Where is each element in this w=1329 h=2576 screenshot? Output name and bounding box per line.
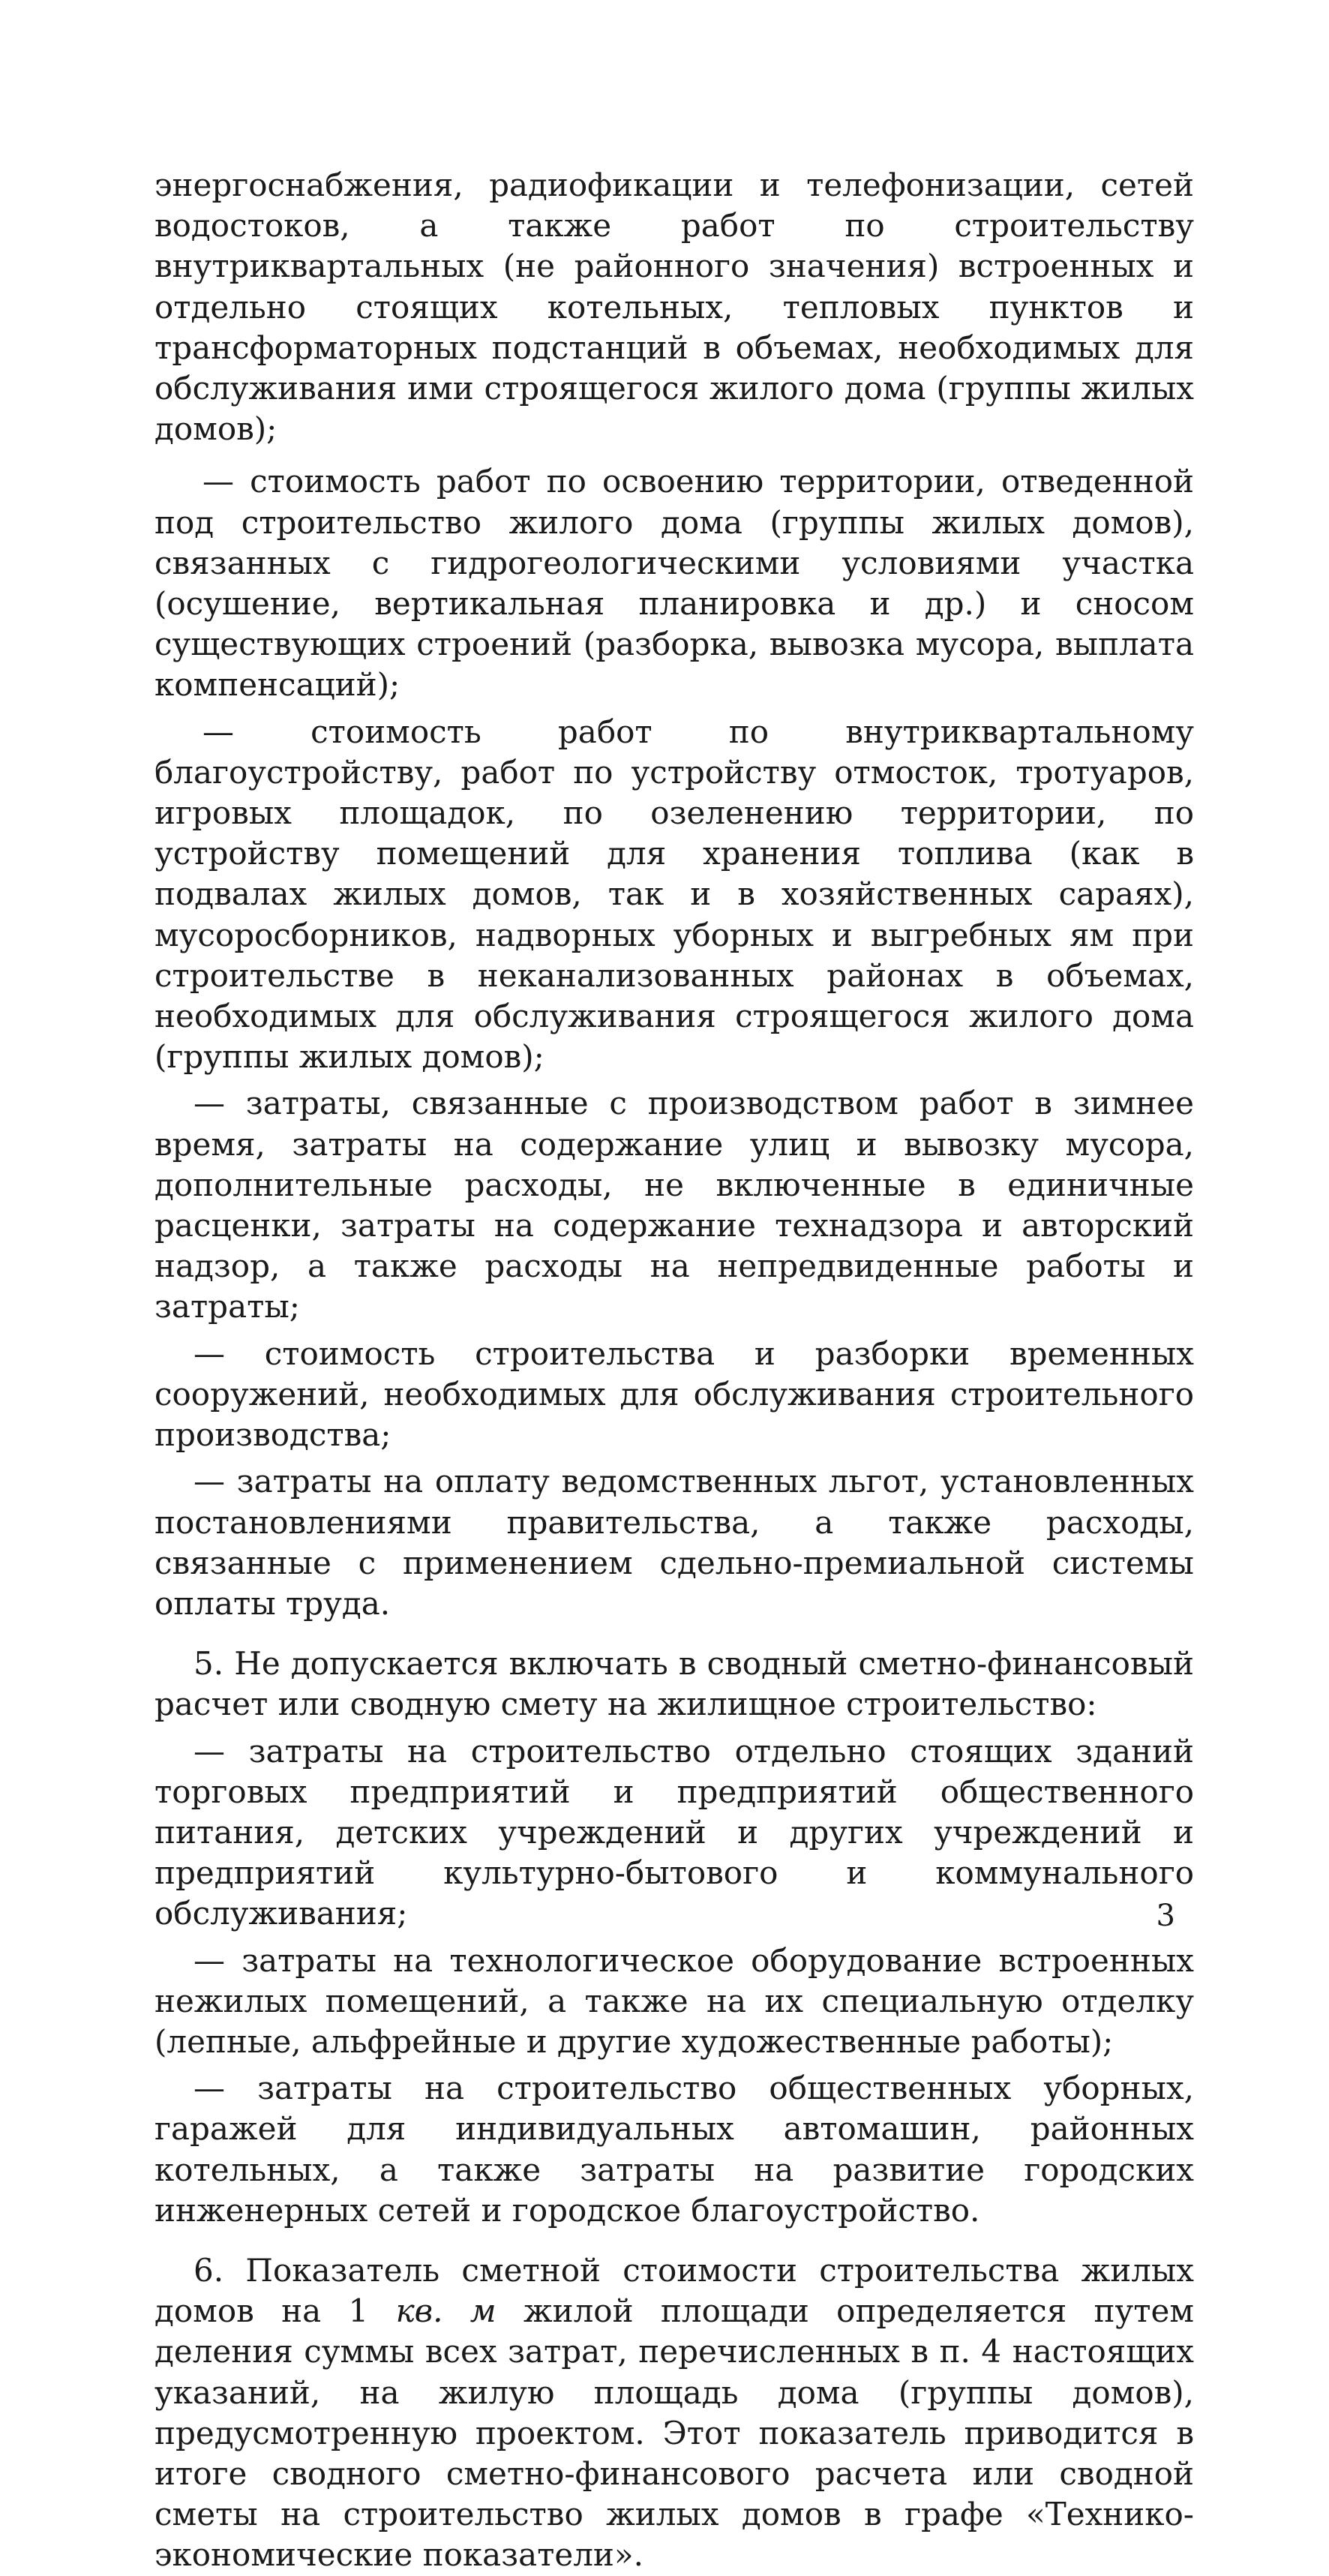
paragraph-6-part-2: жилой площади определяется путем деления суммы всех затрат, перечисленных в п. 4 настоящих указаний, на жилую площадь дома (группы домов), предусмотренную проектом. Этот показатель приводится в итоге сводного сметно-финансового расчета или сводной сметы на строительство жилых домов в графе «Технико-экономические показатели». — [154, 2292, 1194, 2574]
list-item-public-toilets: — затраты на строительство общественных уборных, гаражей для индивидуальных автомашин, районных котельных, а также затраты на развитие городских инженерных сетей и городское благоустройство. — [154, 2070, 1194, 2229]
list-item-territory-development: — стоимость работ по освоению территории, отведенной под строительство жилого дома (группы жилых домов), связанных с гидрогеологическими условиями участка (осушение, вертикальная планировка и др.) и сносом существующих строений (разборка, вывозка мусора, выплата компенсаций); — [154, 463, 1194, 704]
paragraph-continuation: энергоснабжения, радиофикации и телефонизации, сетей водостоков, а также работ по строительству внутриквартальных (не районного значения) встроенных и отдельно стоящих котельных, тепловых пунктов и трансформаторных подстанций в объемах, необходимых для обслуживания ими строящегося жилого дома (группы жилых домов); — [154, 167, 1194, 448]
list-item-winter-costs: — затраты, связанные с производством работ в зимнее время, затраты на содержание улиц и вывозку мусора, дополнительные расходы, не включенные в единичные расценки, затраты на содержание технадзора и авторский надзор, а также расходы на непредвиденные работы и затраты; — [154, 1085, 1194, 1326]
list-item-temporary-structures: — стоимость строительства и разборки временных сооружений, необходимых для обслуживания строительного производства; — [154, 1335, 1194, 1454]
page-number: 3 — [1156, 1899, 1175, 1933]
page-body — [154, 165, 1194, 2576]
list-item-departmental-benefits: — затраты на оплату ведомственных льгот, установленных постановлениями правительства, а также расходы, связанные с применением сдельно-премиальной системы оплаты труда. — [154, 1463, 1194, 1622]
paragraph-5-heading: 5. Не допускается включать в сводный сметно-финансовый расчет или сводную смету на жилищное строительство: — [154, 1645, 1194, 1723]
paragraph-6-unit: кв. м — [395, 2292, 496, 2330]
list-item-landscaping: — стоимость работ по внутриквартальному благоустройству, работ по устройству отмосток, тротуаров, игровых площадок, по озеленению территории, по устройству помещений для хранения топлива (как в подвалах жилых домов, так и в хозяйственных сараях), мусоросборников, надворных уборных и выгребных ям при строительстве в неканализованных районах в объемах, необходимых для обслуживания строящегося жилого дома (группы жилых домов); — [154, 713, 1194, 1076]
list-item-technological-equipment: — затраты на технологическое оборудование встроенных нежилых помещений, а также на их специальную отделку (лепные, альфрейные и другие художественные работы); — [154, 1941, 1194, 2060]
list-item-trade-buildings: — затраты на строительство отдельно стоящих зданий торговых предприятий и предприятий общественного питания, детских учреждений и других учреждений и предприятий культурно-бытового и коммунального обслуживания; — [154, 1732, 1194, 1932]
paragraph-6-part-1: 6. Показатель сметной стоимости строительства жилых домов на 1 — [154, 2251, 1194, 2330]
paragraph-6 — [154, 2250, 1194, 2576]
